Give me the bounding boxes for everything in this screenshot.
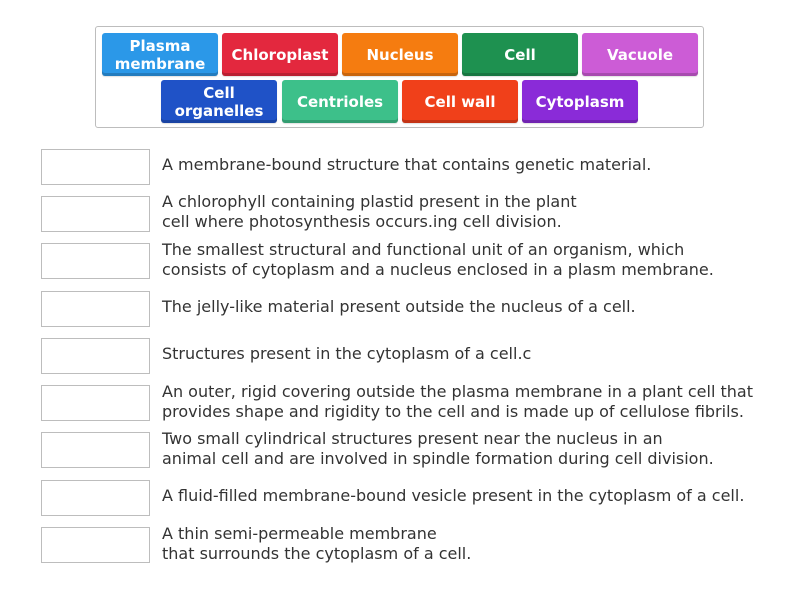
tile-vacuole[interactable]: Vacuole [582, 33, 698, 76]
tile-cytoplasm[interactable]: Cytoplasm [522, 80, 638, 123]
tile-cell-wall[interactable]: Cell wall [402, 80, 518, 123]
definition-text: Two small cylindrical structures present near the nucleus in an animal cell and are involved in spindle formation during cell division. [162, 429, 714, 468]
drop-slot[interactable] [41, 149, 150, 185]
drop-slot[interactable] [41, 480, 150, 516]
drop-slot[interactable] [41, 196, 150, 232]
drop-slot[interactable] [41, 291, 150, 327]
definition-text: The smallest structural and functional unit of an organism, which consists of cytoplasm and a nucleus enclosed in a plasm membrane. [162, 240, 714, 279]
drop-slot[interactable] [41, 385, 150, 421]
definition-text: An outer, rigid covering outside the plasma membrane in a plant cell that provides shape and rigidity to the cell and is made up of cellulose fibrils. [162, 382, 753, 421]
tile-plasma-membrane[interactable]: Plasma membrane [102, 33, 218, 76]
tile-cell[interactable]: Cell [462, 33, 578, 76]
definition-text: A thin semi-permeable membrane that surrounds the cytoplasm of a cell. [162, 524, 472, 563]
word-bank [95, 26, 704, 128]
definition-text: A chlorophyll containing plastid present in the plant cell where photosynthesis occurs.ing cell division. [162, 192, 577, 231]
drop-slot[interactable] [41, 432, 150, 468]
definition-text: Structures present in the cytoplasm of a cell.c [162, 344, 532, 363]
drop-slot[interactable] [41, 527, 150, 563]
tile-chloroplast[interactable]: Chloroplast [222, 33, 338, 76]
drop-slot[interactable] [41, 243, 150, 279]
tile-nucleus[interactable]: Nucleus [342, 33, 458, 76]
drop-slot[interactable] [41, 338, 150, 374]
definition-text: A membrane-bound structure that contains genetic material. [162, 155, 652, 174]
tile-centrioles[interactable]: Centrioles [282, 80, 398, 123]
definition-text: The jelly-like material present outside the nucleus of a cell. [162, 297, 636, 316]
definition-text: A fluid-filled membrane-bound vesicle present in the cytoplasm of a cell. [162, 486, 745, 505]
tile-cell-organelles[interactable]: Cell organelles [161, 80, 277, 123]
